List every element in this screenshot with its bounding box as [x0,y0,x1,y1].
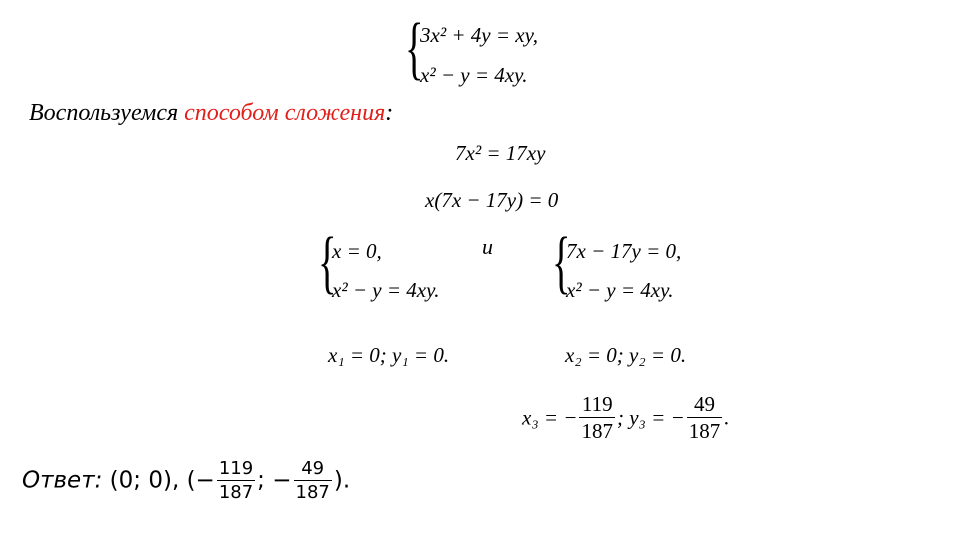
fraction-denominator: 187 [218,482,254,503]
answer-middle: ; − [257,467,292,494]
method-suffix: : [385,100,394,126]
equation-1: 7x² = 17xy [455,141,546,165]
system-brace: { [405,10,424,87]
method-prefix: Воспользуемся [29,100,185,126]
system-3-line-1: 7x − 17y = 0, [566,239,682,263]
solution-2: x₂ = 0; y₂ = 0. [565,343,687,367]
system-2-line-1: x = 0, [332,239,382,263]
solution-3-separator: ; y₃ = − [616,405,685,430]
method-highlight: способом сложения [184,100,386,126]
solution-3-x-label: x₃ = − [522,405,578,430]
system-brace: { [318,224,337,301]
system-1 [405,10,605,96]
fraction-numerator: 49 [301,458,325,479]
answer-part-1: (0; 0), (− [102,467,215,494]
fraction-numerator: 49 [693,392,715,416]
equation-2: x(7x − 17y) = 0 [425,188,559,212]
solution-3-y-fraction [687,394,723,442]
solution-3 [522,394,729,442]
solution-1: x₁ = 0; y₁ = 0. [328,343,450,367]
fraction-numerator: 119 [581,392,613,416]
fraction-numerator: 119 [218,458,254,479]
fraction-denominator: 187 [581,419,613,443]
system-2 [318,224,498,310]
connector-and: и [482,234,493,259]
answer-fraction-1 [217,458,255,503]
fraction-denominator: 187 [295,482,330,503]
answer-end: ). [333,467,351,494]
system-1-line-1: 3x² + 4y = xy, [420,23,539,47]
system-3 [552,224,732,310]
answer-fraction-2 [294,458,332,503]
solution-3-x-fraction [579,394,615,442]
answer-label: Ответ: [22,467,103,494]
method-sentence [29,100,393,127]
system-3-line-2: x² − y = 4xy. [566,278,674,302]
system-2-line-2: x² − y = 4xy. [332,278,440,302]
fraction-denominator: 187 [688,419,721,443]
answer-line [22,458,350,503]
solution-3-end: . [724,405,730,430]
system-1-line-2: x² − y = 4xy. [420,63,528,87]
system-brace: { [552,224,571,301]
